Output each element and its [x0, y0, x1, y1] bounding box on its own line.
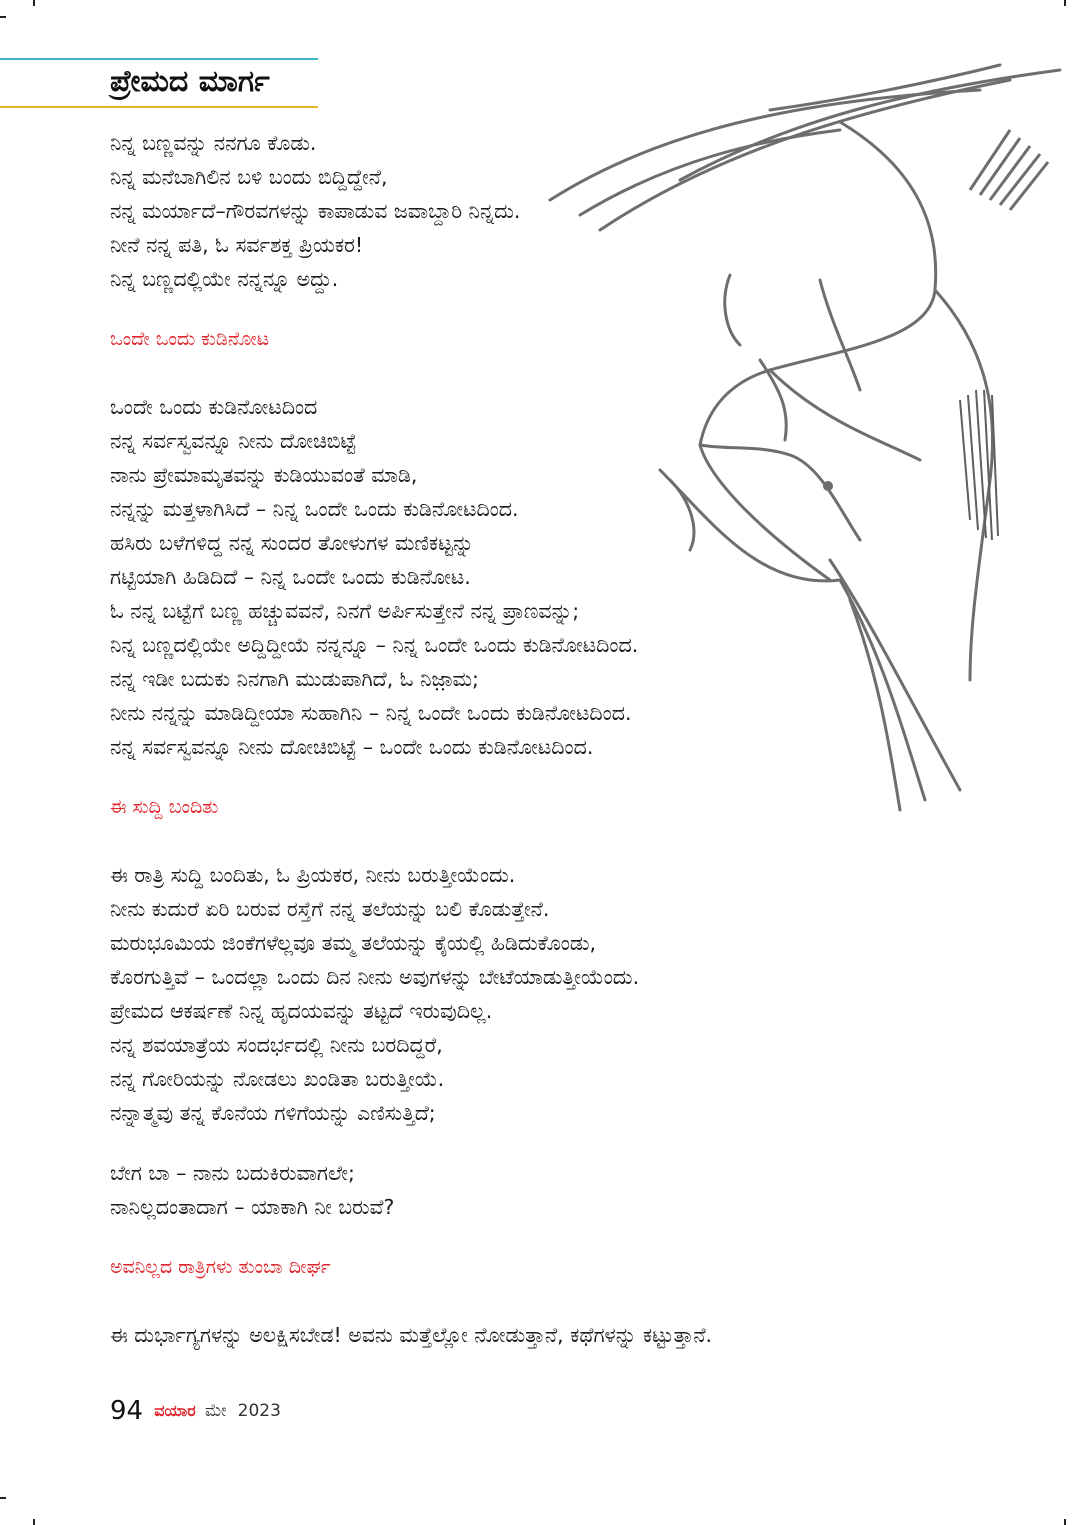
crop-mark — [0, 16, 6, 18]
poem-line: ನನ್ನ ಶವಯಾತ್ರೆಯ ಸಂದರ್ಭದಲ್ಲಿ ನೀನು ಬರದಿದ್ದರೆ, — [110, 1033, 443, 1057]
poem-line: ಕೊರಗುತ್ತಿವೆ – ಒಂದಲ್ಲಾ ಒಂದು ದಿನ ನೀನು ಅವುಗಳನ್ನು ಬೇಟೆಯಾಡುತ್ತೀಯೆಂದು. — [110, 965, 640, 989]
page-footer — [110, 1396, 281, 1430]
poem-line: ನಾನಿಲ್ಲದಂತಾದಾಗ – ಯಾಕಾಗಿ ನೀ ಬರುವೆ? — [110, 1195, 395, 1219]
poem-line: ನಿನ್ನ ಮನೆಬಾಗಿಲಿನ ಬಳಿ ಬಂದು ಬಿದ್ದಿದ್ದೇನೆ, — [110, 165, 388, 189]
crop-mark — [0, 1497, 6, 1499]
poem-line: ನಿನ್ನ ಬಣ್ಣದಲ್ಲಿಯೇ ಅದ್ದಿದ್ದೀಯೆ ನನ್ನನ್ನೂ – ನಿನ್ನ ಒಂದೇ ಒಂದು ಕುಡಿನೋಟದಿಂದ. — [110, 633, 639, 657]
poem-line: ನನ್ನ ಇಡೀ ಬದುಕು ನಿನಗಾಗಿ ಮುಡುಪಾಗಿದೆ, ಓ ನಿಜ಼ಾಮ; — [110, 667, 479, 691]
header-rule-bottom — [0, 106, 318, 108]
poem-line: ನನ್ನ ಗೋರಿಯನ್ನು ನೋಡಲು ಖಂಡಿತಾ ಬರುತ್ತೀಯೆ. — [110, 1067, 445, 1091]
poem-line: ನಿನ್ನ ಬಣ್ಣದಲ್ಲಿಯೇ ನನ್ನನ್ನೂ ಅದ್ದು. — [110, 267, 339, 291]
poem-line: ಪ್ರೇಮದ ಆಕರ್ಷಣೆ ನಿನ್ನ ಹೃದಯವನ್ನು ತಟ್ಟದೆ ಇರುವುದಿಲ್ಲ. — [110, 999, 493, 1023]
poem-line: ನನ್ನ ಸರ್ವಸ್ವವನ್ನೂ ನೀನು ದೋಚಿಬಿಟ್ಟೆ – ಒಂದೇ ಒಂದು ಕುಡಿನೋಟದಿಂದ. — [110, 735, 594, 759]
page-title: ಪ್ರೇಮದ ಮಾರ್ಗ — [110, 64, 270, 99]
section-heading: ಒಂದೇ ಒಂದು ಕುಡಿನೋಟ — [110, 328, 270, 350]
poem-line: ಈ ದುರ್ಭಾಗ್ಯಗಳನ್ನು ಅಲಕ್ಷಿಸಬೇಡ! ಅವನು ಮತ್ತೆಲ್ಲೋ ನೋಡುತ್ತಾನೆ, ಕಥೆಗಳನ್ನು ಕಟ್ಟುತ್ತಾನೆ. — [110, 1323, 713, 1347]
poem-line: ನೀನು ಕುದುರೆ ಏರಿ ಬರುವ ರಸ್ತೆಗೆ ನನ್ನ ತಲೆಯನ್ನು ಬಲಿ ಕೊಡುತ್ತೇನೆ. — [110, 897, 550, 921]
issue-month: ಮೇ — [204, 1401, 227, 1421]
poem-line: ನನ್ನ ಸರ್ವಸ್ವವನ್ನೂ ನೀನು ದೋಚಿಬಿಟ್ಟೆ — [110, 429, 357, 453]
poem-line: ನನ್ನನ್ನು ಮತ್ತಳಾಗಿಸಿದೆ – ನಿನ್ನ ಒಂದೇ ಒಂದು ಕುಡಿನೋಟದಿಂದ. — [110, 497, 519, 521]
section-heading: ಅವನಿಲ್ಲದ ರಾತ್ರಿಗಳು ತುಂಬಾ ದೀರ್ಘ — [110, 1256, 331, 1278]
issue-year: 2023 — [237, 1401, 281, 1421]
article-content — [110, 126, 990, 1352]
page-header — [0, 58, 318, 108]
poem-line: ನನ್ನ ಮರ್ಯಾದೆ–ಗೌರವಗಳನ್ನು ಕಾಪಾಡುವ ಜವಾಬ್ದಾರಿ ನಿನ್ನದು. — [110, 199, 521, 223]
poem-line: ಗಟ್ಟಿಯಾಗಿ ಹಿಡಿದಿದೆ – ನಿನ್ನ ಒಂದೇ ಒಂದು ಕುಡಿನೋಟ. — [110, 565, 471, 589]
poem-line: ಈ ರಾತ್ರಿ ಸುದ್ದಿ ಬಂದಿತು, ಓ ಪ್ರಿಯಕರ, ನೀನು ಬರುತ್ತೀಯೆಂದು. — [110, 863, 516, 887]
poem-line: ಬೇಗ ಬಾ – ನಾನು ಬದುಕಿರುವಾಗಲೇ; — [110, 1161, 355, 1185]
poem-line: ಓ ನನ್ನ ಬಟ್ಟೆಗೆ ಬಣ್ಣ ಹಚ್ಚುವವನೆ, ನಿನಗೆ ಅರ್ಪಿಸುತ್ತೇನೆ ನನ್ನ ಪ್ರಾಣವನ್ನು; — [110, 599, 580, 623]
crop-mark — [33, 1519, 35, 1525]
poem-line: ಮರುಭೂಮಿಯ ಜಿಂಕೆಗಳೆಲ್ಲವೂ ತಮ್ಮ ತಲೆಯನ್ನು ಕೈಯಲ್ಲಿ ಹಿಡಿದುಕೊಂಡು, — [110, 931, 596, 955]
poem-line: ಹಸಿರು ಬಳೆಗಳಿದ್ದ ನನ್ನ ಸುಂದರ ತೋಳುಗಳ ಮಣಿಕಟ್ಟನ್ನು — [110, 531, 474, 555]
poem-line: ಒಂದೇ ಒಂದು ಕುಡಿನೋಟದಿಂದ — [110, 395, 318, 419]
poem-line: ನಿನ್ನ ಬಣ್ಣವನ್ನು ನನಗೂ ಕೊಡು. — [110, 131, 317, 155]
crop-mark — [1064, 0, 1066, 6]
poem-line: ನಾನು ಪ್ರೇಮಾಮೃತವನ್ನು ಕುಡಿಯುವಂತೆ ಮಾಡಿ, — [110, 463, 418, 487]
poem-line: ನನ್ನಾತ್ಮವು ತನ್ನ ಕೊನೆಯ ಗಳಿಗೆಯನ್ನು ಎಣಿಸುತ್ತಿದೆ; — [110, 1101, 436, 1125]
crop-mark — [33, 0, 35, 6]
page-number: 94 — [110, 1396, 144, 1426]
crop-mark — [1064, 1519, 1066, 1525]
magazine-name: ವಯಾರ — [154, 1401, 196, 1420]
poem-line: ನೀನೆ ನನ್ನ ಪತಿ, ಓ ಸರ್ವಶಕ್ತ ಪ್ರಿಯಕರ! — [110, 233, 364, 257]
poem-line: ನೀನು ನನ್ನನ್ನು ಮಾಡಿದ್ದೀಯಾ ಸುಹಾಗಿನಿ – ನಿನ್ನ ಒಂದೇ ಒಂದು ಕುಡಿನೋಟದಿಂದ. — [110, 701, 632, 725]
section-heading: ಈ ಸುದ್ದಿ ಬಂದಿತು — [110, 796, 219, 818]
header-rule-top — [0, 58, 318, 60]
